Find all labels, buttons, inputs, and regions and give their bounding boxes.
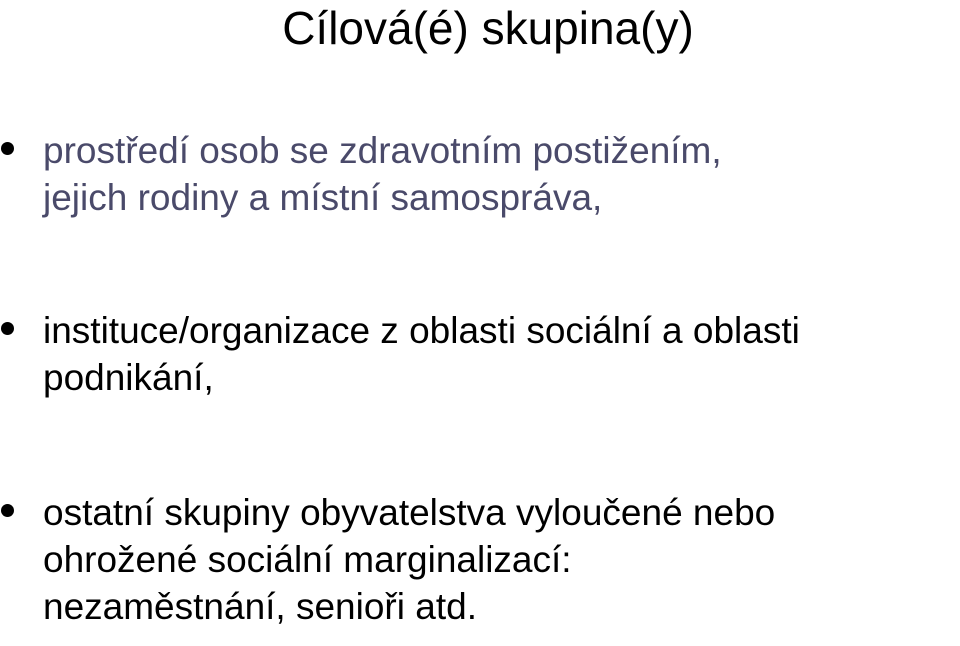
slide-title: Cílová(é) skupina(y) (282, 2, 694, 54)
bullet-text: instituce/organizace z oblasti sociální a oblasti podnikání, (43, 310, 800, 398)
bullet-point-icon (1, 322, 14, 335)
bullet-point-icon (1, 504, 14, 517)
bullet-text: ostatní skupiny obyvatelstva vyloučené nebo ohrožené sociální marginalizací: nezaměstnání, senioři atd. (43, 492, 776, 627)
bullet-text: prostředí osob se zdravotním postižením, jejich rodiny a místní samospráva, (43, 130, 722, 218)
bullet-point-icon (1, 142, 14, 155)
